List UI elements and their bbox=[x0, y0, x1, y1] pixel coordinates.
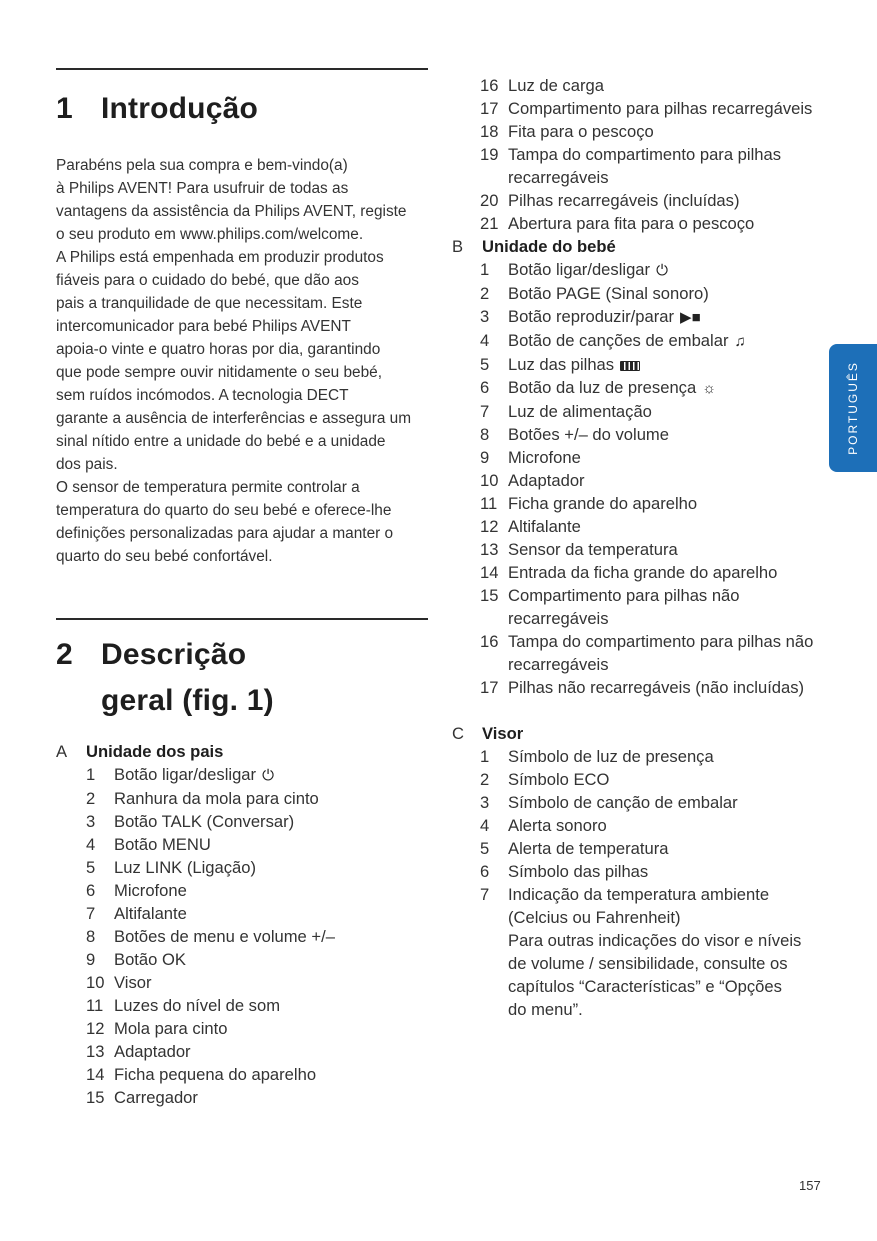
item-number: 3 bbox=[480, 307, 490, 326]
section-rule bbox=[56, 618, 428, 620]
group-header bbox=[452, 235, 832, 258]
battery-icon bbox=[620, 361, 640, 371]
item-text bbox=[508, 282, 832, 305]
item-text bbox=[508, 400, 832, 423]
item-text bbox=[508, 768, 832, 791]
item-text bbox=[114, 994, 428, 1017]
list-item bbox=[56, 763, 428, 787]
item-number: 5 bbox=[480, 355, 490, 374]
list-item bbox=[452, 492, 832, 515]
item-number: 21 bbox=[480, 214, 499, 233]
group-a-list-continued bbox=[452, 74, 832, 235]
list-item bbox=[56, 879, 428, 902]
list-item bbox=[452, 745, 832, 768]
item-label: Visor bbox=[114, 973, 152, 992]
indent bbox=[480, 952, 508, 975]
group-c-note bbox=[452, 929, 832, 1021]
text-line: definições personalizadas para ajudar a manter o bbox=[56, 525, 394, 542]
page-number: 157 bbox=[799, 1178, 821, 1193]
list-item bbox=[452, 538, 832, 561]
item-number: 6 bbox=[480, 862, 490, 881]
item-number: 9 bbox=[480, 448, 490, 467]
item-number: 5 bbox=[86, 858, 96, 877]
note-line bbox=[452, 952, 832, 975]
item-text bbox=[508, 446, 832, 469]
item-text bbox=[508, 305, 832, 329]
item-number: 20 bbox=[480, 191, 499, 210]
item-label: Ficha grande do aparelho bbox=[508, 494, 698, 513]
item-text bbox=[508, 329, 832, 353]
group-title: Visor bbox=[482, 724, 524, 743]
item-text bbox=[114, 1086, 428, 1109]
item-number: 1 bbox=[480, 260, 490, 279]
group-header bbox=[452, 722, 832, 745]
item-number: 16 bbox=[480, 76, 499, 95]
list-item bbox=[56, 1040, 428, 1063]
intro-paragraph bbox=[56, 154, 428, 246]
item-number: 3 bbox=[86, 812, 96, 831]
item-label: Botão MENU bbox=[114, 835, 211, 854]
list-item bbox=[452, 120, 832, 143]
item-text bbox=[508, 814, 832, 837]
list-item bbox=[452, 515, 832, 538]
text-line: que pode sempre ouvir nitidamente o seu bebé, bbox=[56, 364, 382, 381]
list-item bbox=[56, 902, 428, 925]
list-item bbox=[452, 329, 832, 353]
group-letter: C bbox=[452, 724, 464, 743]
item-text bbox=[114, 1040, 428, 1063]
indent bbox=[480, 998, 508, 1021]
list-item bbox=[56, 925, 428, 948]
music-note-icon: ♫ bbox=[734, 333, 746, 350]
intro-paragraph bbox=[56, 246, 428, 476]
item-label: Botão PAGE (Sinal sonoro) bbox=[508, 284, 709, 303]
item-label: Microfone bbox=[114, 881, 187, 900]
text-line: pais a tranquilidade de que necessitam. Este bbox=[56, 295, 363, 312]
item-label: Ficha pequena do aparelho bbox=[114, 1065, 317, 1084]
item-label: Tampa do compartimento para pilhas bbox=[508, 145, 782, 164]
text-line: fiáveis para o cuidado do bebé, que dão aos bbox=[56, 272, 359, 289]
indent bbox=[480, 929, 508, 952]
item-label: Botões +/– do volume bbox=[508, 425, 669, 444]
item-label: Carregador bbox=[114, 1088, 198, 1107]
section-title bbox=[101, 632, 274, 724]
item-label: Compartimento para pilhas recarregáveis bbox=[508, 99, 813, 118]
item-label: Botão ligar/desligar bbox=[114, 765, 257, 784]
item-number: 5 bbox=[480, 839, 490, 858]
item-number: 2 bbox=[86, 789, 96, 808]
item-text bbox=[508, 561, 832, 584]
item-label: Tampa do compartimento para pilhas não bbox=[508, 632, 814, 651]
text-line: o seu produto em www.philips.com/welcome. bbox=[56, 226, 364, 243]
note-text: capítulos “Características” e “Opções bbox=[508, 977, 782, 996]
group-letter: B bbox=[452, 237, 464, 256]
item-label: Botão de canções de embalar bbox=[508, 331, 729, 350]
text-line: à Philips AVENT! Para usufruir de todas as bbox=[56, 180, 349, 197]
item-number: 7 bbox=[480, 402, 490, 421]
item-label: Botão ligar/desligar bbox=[508, 260, 651, 279]
item-number: 18 bbox=[480, 122, 499, 141]
item-text bbox=[508, 676, 832, 699]
item-text bbox=[508, 469, 832, 492]
section-title-line: geral (fig. 1) bbox=[101, 684, 274, 717]
list-item bbox=[56, 948, 428, 971]
section-2-heading bbox=[56, 632, 428, 724]
item-text bbox=[508, 791, 832, 814]
power-icon: ⏻ bbox=[656, 262, 668, 279]
power-icon: ⏻ bbox=[262, 767, 274, 784]
list-item bbox=[452, 837, 832, 860]
left-column bbox=[56, 68, 428, 1109]
section-1-heading bbox=[56, 86, 428, 132]
item-label: Abertura para fita para o pescoço bbox=[508, 214, 755, 233]
item-label: Alerta sonoro bbox=[508, 816, 607, 835]
item-number: 19 bbox=[480, 145, 499, 164]
item-label-continued: recarregáveis bbox=[508, 609, 609, 628]
item-number: 4 bbox=[480, 331, 490, 350]
item-number: 10 bbox=[480, 471, 499, 490]
list-item bbox=[56, 810, 428, 833]
list-item bbox=[452, 189, 832, 212]
item-text bbox=[508, 860, 832, 883]
text-line: sinal nítido entre a unidade do bebé e a unidade bbox=[56, 433, 386, 450]
note-line bbox=[452, 998, 832, 1021]
list-item bbox=[452, 768, 832, 791]
item-label: Botão OK bbox=[114, 950, 186, 969]
item-text bbox=[114, 810, 428, 833]
note-text: de volume / sensibilidade, consulte os bbox=[508, 954, 788, 973]
item-number: 14 bbox=[86, 1065, 105, 1084]
right-column bbox=[452, 74, 832, 1021]
item-label: Fita para o pescoço bbox=[508, 122, 654, 141]
indent bbox=[480, 975, 508, 998]
item-number: 2 bbox=[480, 284, 490, 303]
item-label: Símbolo das pilhas bbox=[508, 862, 649, 881]
group-title: Unidade do bebé bbox=[482, 237, 616, 256]
text-line: apoia-o vinte e quatro horas por dia, garantindo bbox=[56, 341, 381, 358]
item-text bbox=[114, 1063, 428, 1086]
text-line: sem ruídos incómodos. A tecnologia DECT bbox=[56, 387, 349, 404]
section-number: 1 bbox=[56, 92, 73, 125]
group-letter: A bbox=[56, 742, 68, 761]
item-label: Símbolo ECO bbox=[508, 770, 610, 789]
item-number: 12 bbox=[480, 517, 499, 536]
item-number: 10 bbox=[86, 973, 105, 992]
language-tab bbox=[829, 344, 877, 472]
item-label-continued: recarregáveis bbox=[508, 655, 609, 674]
list-item bbox=[56, 971, 428, 994]
list-item bbox=[452, 584, 832, 630]
item-number: 6 bbox=[480, 378, 490, 397]
note-text: Para outras indicações do visor e níveis bbox=[508, 931, 802, 950]
item-number: 4 bbox=[480, 816, 490, 835]
list-item bbox=[56, 833, 428, 856]
item-text bbox=[508, 258, 832, 282]
intro-paragraph bbox=[56, 476, 428, 568]
item-text bbox=[114, 948, 428, 971]
text-line: Parabéns pela sua compra e bem-vindo(a) bbox=[56, 157, 348, 174]
item-number: 7 bbox=[480, 885, 490, 904]
item-label: Luzes do nível de som bbox=[114, 996, 281, 1015]
item-text bbox=[508, 120, 832, 143]
item-number: 17 bbox=[480, 678, 499, 697]
group-c-list bbox=[452, 745, 832, 929]
group-a bbox=[56, 740, 428, 1109]
play-stop-icon: ▶■ bbox=[680, 309, 701, 326]
list-item bbox=[56, 1017, 428, 1040]
item-number: 13 bbox=[86, 1042, 105, 1061]
list-item bbox=[452, 400, 832, 423]
item-label: Altifalante bbox=[508, 517, 581, 536]
item-label: Botão da luz de presença bbox=[508, 378, 697, 397]
item-label: Ranhura da mola para cinto bbox=[114, 789, 319, 808]
item-text bbox=[508, 143, 832, 189]
item-label: Luz de alimentação bbox=[508, 402, 652, 421]
item-number: 12 bbox=[86, 1019, 105, 1038]
item-text bbox=[114, 879, 428, 902]
item-label: Alerta de temperatura bbox=[508, 839, 669, 858]
list-item bbox=[56, 1086, 428, 1109]
item-text bbox=[508, 189, 832, 212]
text-line: A Philips está empenhada em produzir produtos bbox=[56, 249, 384, 266]
item-text bbox=[508, 423, 832, 446]
item-number: 3 bbox=[480, 793, 490, 812]
list-item bbox=[452, 860, 832, 883]
item-number: 2 bbox=[480, 770, 490, 789]
list-item bbox=[452, 446, 832, 469]
item-number: 17 bbox=[480, 99, 499, 118]
item-text bbox=[114, 833, 428, 856]
item-number: 11 bbox=[86, 996, 104, 1015]
item-label: Entrada da ficha grande do aparelho bbox=[508, 563, 778, 582]
note-line bbox=[452, 975, 832, 998]
item-text bbox=[508, 538, 832, 561]
text-line: quarto do seu bebé confortável. bbox=[56, 548, 273, 565]
list-item bbox=[452, 561, 832, 584]
item-number: 1 bbox=[480, 747, 490, 766]
section-rule bbox=[56, 68, 428, 70]
list-item bbox=[452, 74, 832, 97]
item-label: Adaptador bbox=[114, 1042, 191, 1061]
text-line: O sensor de temperatura permite controlar a bbox=[56, 479, 360, 496]
item-label: Pilhas recarregáveis (incluídas) bbox=[508, 191, 740, 210]
item-text bbox=[508, 212, 832, 235]
list-item bbox=[452, 469, 832, 492]
item-number: 7 bbox=[86, 904, 96, 923]
list-item bbox=[452, 282, 832, 305]
list-item bbox=[452, 791, 832, 814]
nightlight-icon: ☼ bbox=[702, 380, 716, 397]
item-label: Pilhas não recarregáveis (não incluídas) bbox=[508, 678, 805, 697]
item-number: 13 bbox=[480, 540, 499, 559]
item-text bbox=[114, 1017, 428, 1040]
item-text bbox=[114, 902, 428, 925]
list-item bbox=[452, 883, 832, 929]
item-text bbox=[508, 515, 832, 538]
list-item bbox=[452, 423, 832, 446]
item-number: 15 bbox=[86, 1088, 105, 1107]
item-label: Botão TALK (Conversar) bbox=[114, 812, 295, 831]
item-text bbox=[508, 74, 832, 97]
item-label: Símbolo de luz de presença bbox=[508, 747, 714, 766]
item-number: 14 bbox=[480, 563, 499, 582]
note-text: do menu”. bbox=[508, 1000, 583, 1019]
item-number: 16 bbox=[480, 632, 499, 651]
list-item bbox=[452, 630, 832, 676]
list-item bbox=[56, 787, 428, 810]
text-line: temperatura do quarto do seu bebé e oferece-lhe bbox=[56, 502, 392, 519]
text-line: dos pais. bbox=[56, 456, 118, 473]
list-item bbox=[452, 305, 832, 329]
item-number: 8 bbox=[86, 927, 96, 946]
item-label: Microfone bbox=[508, 448, 581, 467]
item-number: 4 bbox=[86, 835, 96, 854]
item-label: Compartimento para pilhas não bbox=[508, 586, 740, 605]
item-label: Luz LINK (Ligação) bbox=[114, 858, 257, 877]
group-b-list bbox=[452, 258, 832, 699]
text-line: vantagens da assistência da Philips AVENT, registe bbox=[56, 203, 407, 220]
list-item bbox=[452, 258, 832, 282]
item-label: Indicação da temperatura ambiente bbox=[508, 885, 770, 904]
item-number: 6 bbox=[86, 881, 96, 900]
item-label: Altifalante bbox=[114, 904, 187, 923]
item-label: Botão reproduzir/parar bbox=[508, 307, 675, 326]
group-title: Unidade dos pais bbox=[86, 742, 224, 761]
item-text bbox=[508, 883, 832, 929]
item-number: 15 bbox=[480, 586, 499, 605]
language-label: PORTUGUÊS bbox=[846, 361, 861, 455]
item-number: 11 bbox=[480, 494, 498, 513]
item-text bbox=[114, 856, 428, 879]
item-label: Sensor da temperatura bbox=[508, 540, 678, 559]
text-line: garante a ausência de interferências e assegura um bbox=[56, 410, 412, 427]
item-number: 1 bbox=[86, 765, 96, 784]
item-text bbox=[508, 630, 832, 676]
item-text bbox=[508, 492, 832, 515]
section-title-line: Descrição bbox=[101, 638, 247, 671]
section-title: Introdução bbox=[101, 92, 258, 125]
item-label: Luz de carga bbox=[508, 76, 604, 95]
item-label-continued: (Celcius ou Fahrenheit) bbox=[508, 908, 681, 927]
group-a-list bbox=[56, 763, 428, 1109]
list-item bbox=[452, 353, 832, 376]
item-text bbox=[508, 353, 832, 376]
item-label: Adaptador bbox=[508, 471, 585, 490]
item-label: Mola para cinto bbox=[114, 1019, 228, 1038]
item-label: Luz das pilhas bbox=[508, 355, 615, 374]
list-item bbox=[452, 814, 832, 837]
intro-text bbox=[56, 154, 428, 568]
group-header bbox=[56, 740, 428, 763]
list-item bbox=[56, 994, 428, 1017]
list-item bbox=[56, 856, 428, 879]
section-number: 2 bbox=[56, 638, 73, 671]
item-text bbox=[508, 97, 832, 120]
item-text bbox=[508, 376, 832, 400]
item-text bbox=[114, 787, 428, 810]
note-line bbox=[452, 929, 832, 952]
item-text bbox=[508, 745, 832, 768]
list-item bbox=[452, 97, 832, 120]
item-number: 9 bbox=[86, 950, 96, 969]
item-number: 8 bbox=[480, 425, 490, 444]
item-text bbox=[508, 837, 832, 860]
item-text bbox=[114, 763, 428, 787]
list-item bbox=[452, 212, 832, 235]
list-item bbox=[56, 1063, 428, 1086]
item-text bbox=[114, 971, 428, 994]
list-item bbox=[452, 143, 832, 189]
item-label-continued: recarregáveis bbox=[508, 168, 609, 187]
list-item bbox=[452, 376, 832, 400]
list-item bbox=[452, 676, 832, 699]
item-label: Botões de menu e volume +/– bbox=[114, 927, 335, 946]
text-line: intercomunicador para bebé Philips AVENT bbox=[56, 318, 351, 335]
item-label: Símbolo de canção de embalar bbox=[508, 793, 738, 812]
item-text bbox=[114, 925, 428, 948]
item-text bbox=[508, 584, 832, 630]
